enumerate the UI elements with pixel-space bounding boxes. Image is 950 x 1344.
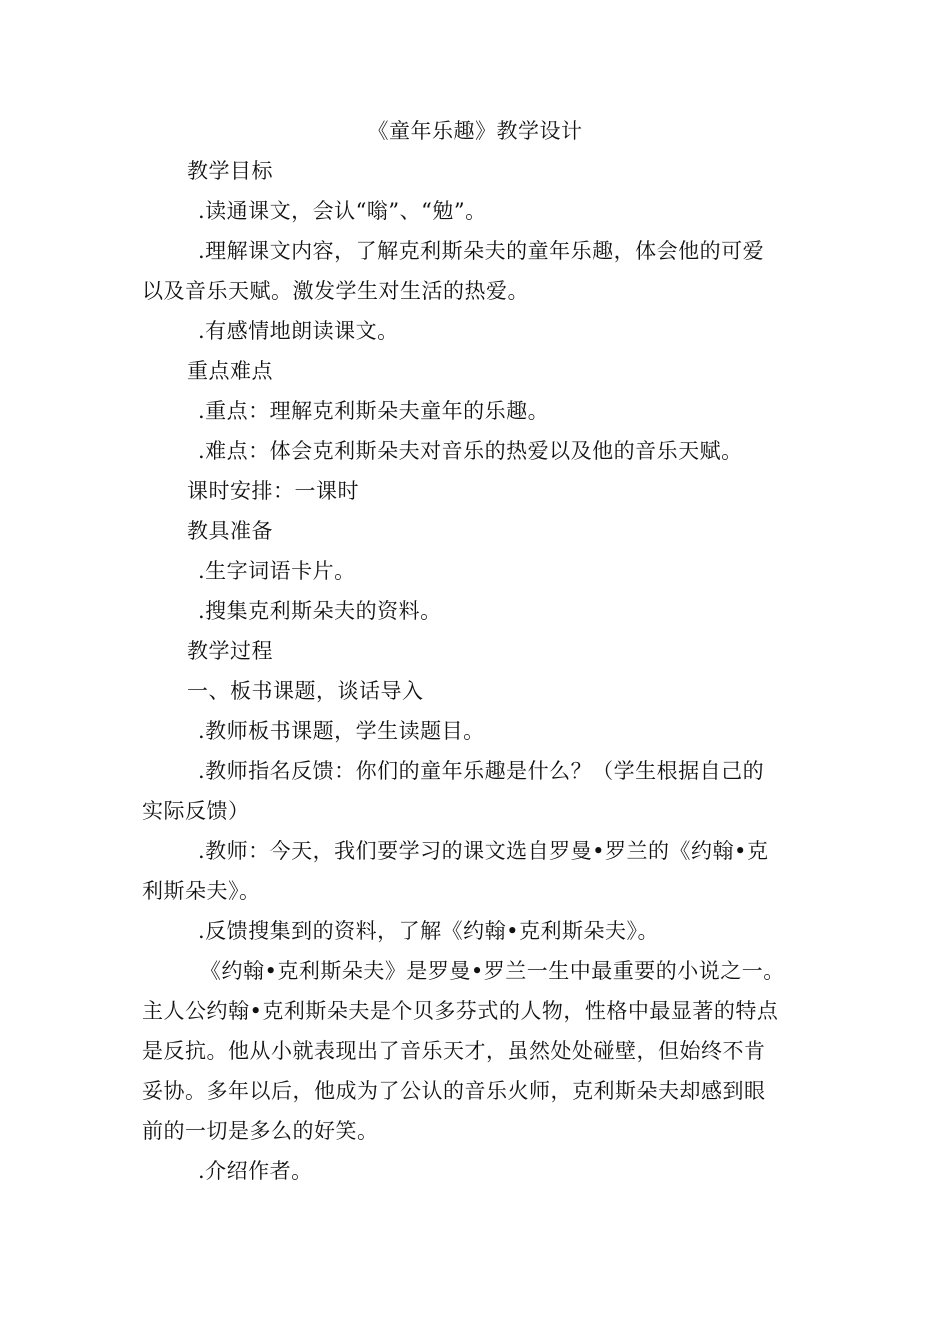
paragraph-line-1: 《约翰•克利斯朵夫》是罗曼•罗兰一生中最重要的小说之一。	[200, 959, 785, 983]
process-item-2: .教师指名反馈：你们的童年乐趣是什么？（学生根据自己的	[198, 759, 765, 783]
heading-teaching-goals: 教学目标	[187, 159, 273, 183]
aid-item-2: .搜集克利斯朵夫的资料。	[198, 599, 442, 623]
goal-item-2: .理解课文内容，了解克利斯朵夫的童年乐趣，体会他的可爱	[198, 239, 765, 263]
heading-teaching-process: 教学过程	[187, 639, 273, 663]
paragraph-line-3: 是反抗。他从小就表现出了音乐天才，虽然处处碰壁，但始终不肯	[142, 1039, 766, 1063]
process-item-4: .反馈搜集到的资料，了解《约翰•克利斯朵夫》。	[198, 919, 660, 943]
process-item-1: .教师板书课题，学生读题目。	[198, 719, 485, 743]
section-heading-1: 一、板书课题，谈话导入	[187, 679, 424, 703]
process-item-3: .教师：今天，我们要学习的课文选自罗曼•罗兰的《约翰•克	[198, 839, 769, 863]
process-item-2-continued: 实际反馈）	[142, 799, 250, 823]
heading-teaching-aids: 教具准备	[187, 519, 273, 543]
paragraph-line-4: 妥协。多年以后，他成为了公认的音乐火师，克利斯朵夫却感到眼	[142, 1079, 766, 1103]
goal-item-3: .有感情地朗读课文。	[198, 319, 399, 343]
process-item-3-continued: 利斯朵夫》。	[142, 879, 261, 903]
aid-item-1: .生字词语卡片。	[198, 559, 356, 583]
document-title: 《童年乐趣》教学设计	[367, 119, 583, 143]
difficulty-item: .难点：体会克利斯朵夫对音乐的热爱以及他的音乐天赋。	[198, 439, 743, 463]
heading-key-points: 重点难点	[187, 359, 273, 383]
paragraph-line-2: 主人公约翰•克利斯朵夫是个贝多芬式的人物，性格中最显著的特点	[142, 999, 779, 1023]
goal-item-1: .读通课文，会认“嗡”、“勉”。	[198, 199, 487, 223]
key-point-item: .重点：理解克利斯朵夫童年的乐趣。	[198, 399, 550, 423]
class-schedule: 课时安排：一课时	[187, 479, 359, 503]
goal-item-2-continued: 以及音乐天赋。激发学生对生活的热爱。	[142, 279, 529, 303]
paragraph-line-5: 前的一切是多么的好笑。	[142, 1119, 379, 1143]
process-item-5: .介绍作者。	[198, 1159, 313, 1183]
